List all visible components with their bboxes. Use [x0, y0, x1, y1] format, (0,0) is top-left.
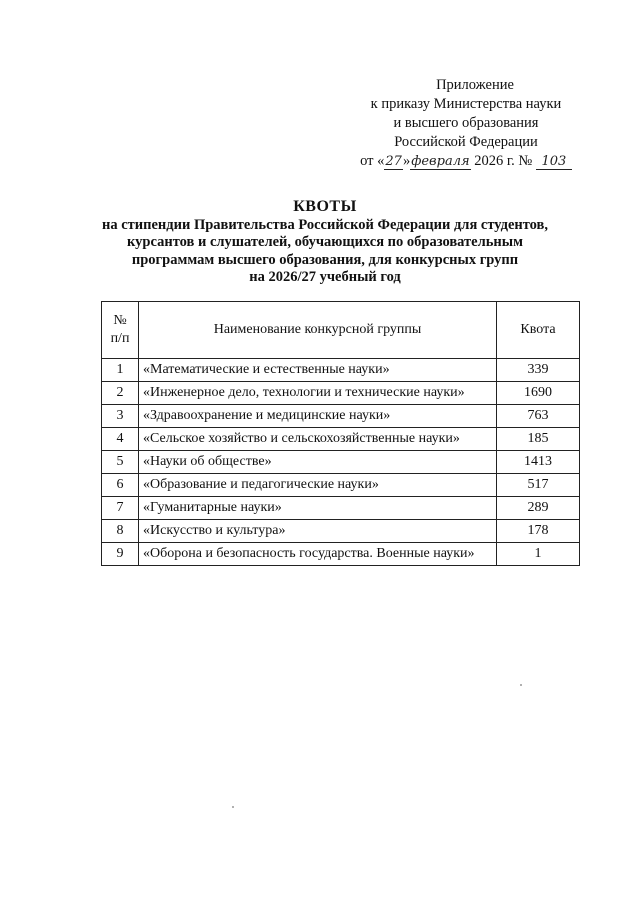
row-group-name: «Здравоохранение и медицинские науки»: [139, 405, 497, 428]
header-number-sign: №: [113, 313, 127, 328]
row-number: 2: [102, 382, 139, 405]
heading-line-1: на стипендии Правительства Российской Федерации для студентов,: [101, 216, 549, 233]
table-row: [102, 382, 580, 405]
row-number: 5: [102, 451, 139, 474]
date-year: 2026 г. №: [470, 153, 536, 169]
row-number: 3: [102, 405, 139, 428]
row-group-name: «Образование и педагогические науки»: [139, 474, 497, 497]
row-quota: 517: [497, 474, 580, 497]
quota-table: [101, 301, 580, 566]
appendix-date-line: [360, 152, 572, 171]
table-row: [102, 428, 580, 451]
row-quota: 1: [497, 543, 580, 566]
scan-speck: [520, 684, 522, 686]
appendix-block: [360, 76, 572, 171]
table-row: [102, 497, 580, 520]
row-number: 6: [102, 474, 139, 497]
row-quota: 339: [497, 359, 580, 382]
document-title: КВОТЫ: [293, 198, 357, 215]
date-day-close: »: [402, 153, 411, 169]
table-row: [102, 543, 580, 566]
header-number: [102, 302, 139, 359]
row-group-name: «Математические и естественные науки»: [139, 359, 497, 382]
table-row: [102, 520, 580, 543]
appendix-line-2: и высшего образования: [393, 115, 539, 131]
row-number: 8: [102, 520, 139, 543]
header-quota: Квота: [497, 302, 580, 359]
scan-speck: [232, 806, 234, 808]
row-quota: 289: [497, 497, 580, 520]
header-group-name: Наименование конкурсной группы: [139, 302, 497, 359]
row-quota: 178: [497, 520, 580, 543]
header-number-pp: п/п: [110, 331, 130, 346]
row-group-name: «Гуманитарные науки»: [139, 497, 497, 520]
heading-line-3: программам высшего образования, для конкурсных групп: [131, 251, 519, 268]
row-number: 9: [102, 543, 139, 566]
appendix-line-1: к приказу Министерства науки: [370, 96, 562, 112]
row-group-name: «Науки об обществе»: [139, 451, 497, 474]
row-quota: 1413: [497, 451, 580, 474]
table-row: [102, 405, 580, 428]
heading-line-4: на 2026/27 учебный год: [249, 269, 401, 285]
appendix-title: Приложение: [436, 77, 514, 93]
table-row: [102, 474, 580, 497]
row-group-name: «Оборона и безопасность государства. Военные науки»: [139, 543, 497, 566]
appendix-line-3: Российской Федерации: [394, 134, 538, 150]
table-row: [102, 359, 580, 382]
row-group-name: «Инженерное дело, технологии и технические науки»: [139, 382, 497, 405]
document-heading: [90, 198, 560, 287]
handwritten-month: февраля: [411, 154, 470, 169]
table-header-row: [102, 302, 580, 359]
row-quota: 185: [497, 428, 580, 451]
handwritten-day: 27: [385, 154, 402, 169]
table-row: [102, 451, 580, 474]
row-quota: 1690: [497, 382, 580, 405]
row-group-name: «Искусство и культура»: [139, 520, 497, 543]
heading-line-2: курсантов и слушателей, обучающихся по образовательным: [127, 234, 523, 250]
row-group-name: «Сельское хозяйство и сельскохозяйственные науки»: [139, 428, 497, 451]
row-number: 7: [102, 497, 139, 520]
row-number: 1: [102, 359, 139, 382]
handwritten-order-number: 103: [536, 154, 572, 170]
row-number: 4: [102, 428, 139, 451]
row-quota: 763: [497, 405, 580, 428]
date-prefix: от «: [360, 153, 385, 169]
